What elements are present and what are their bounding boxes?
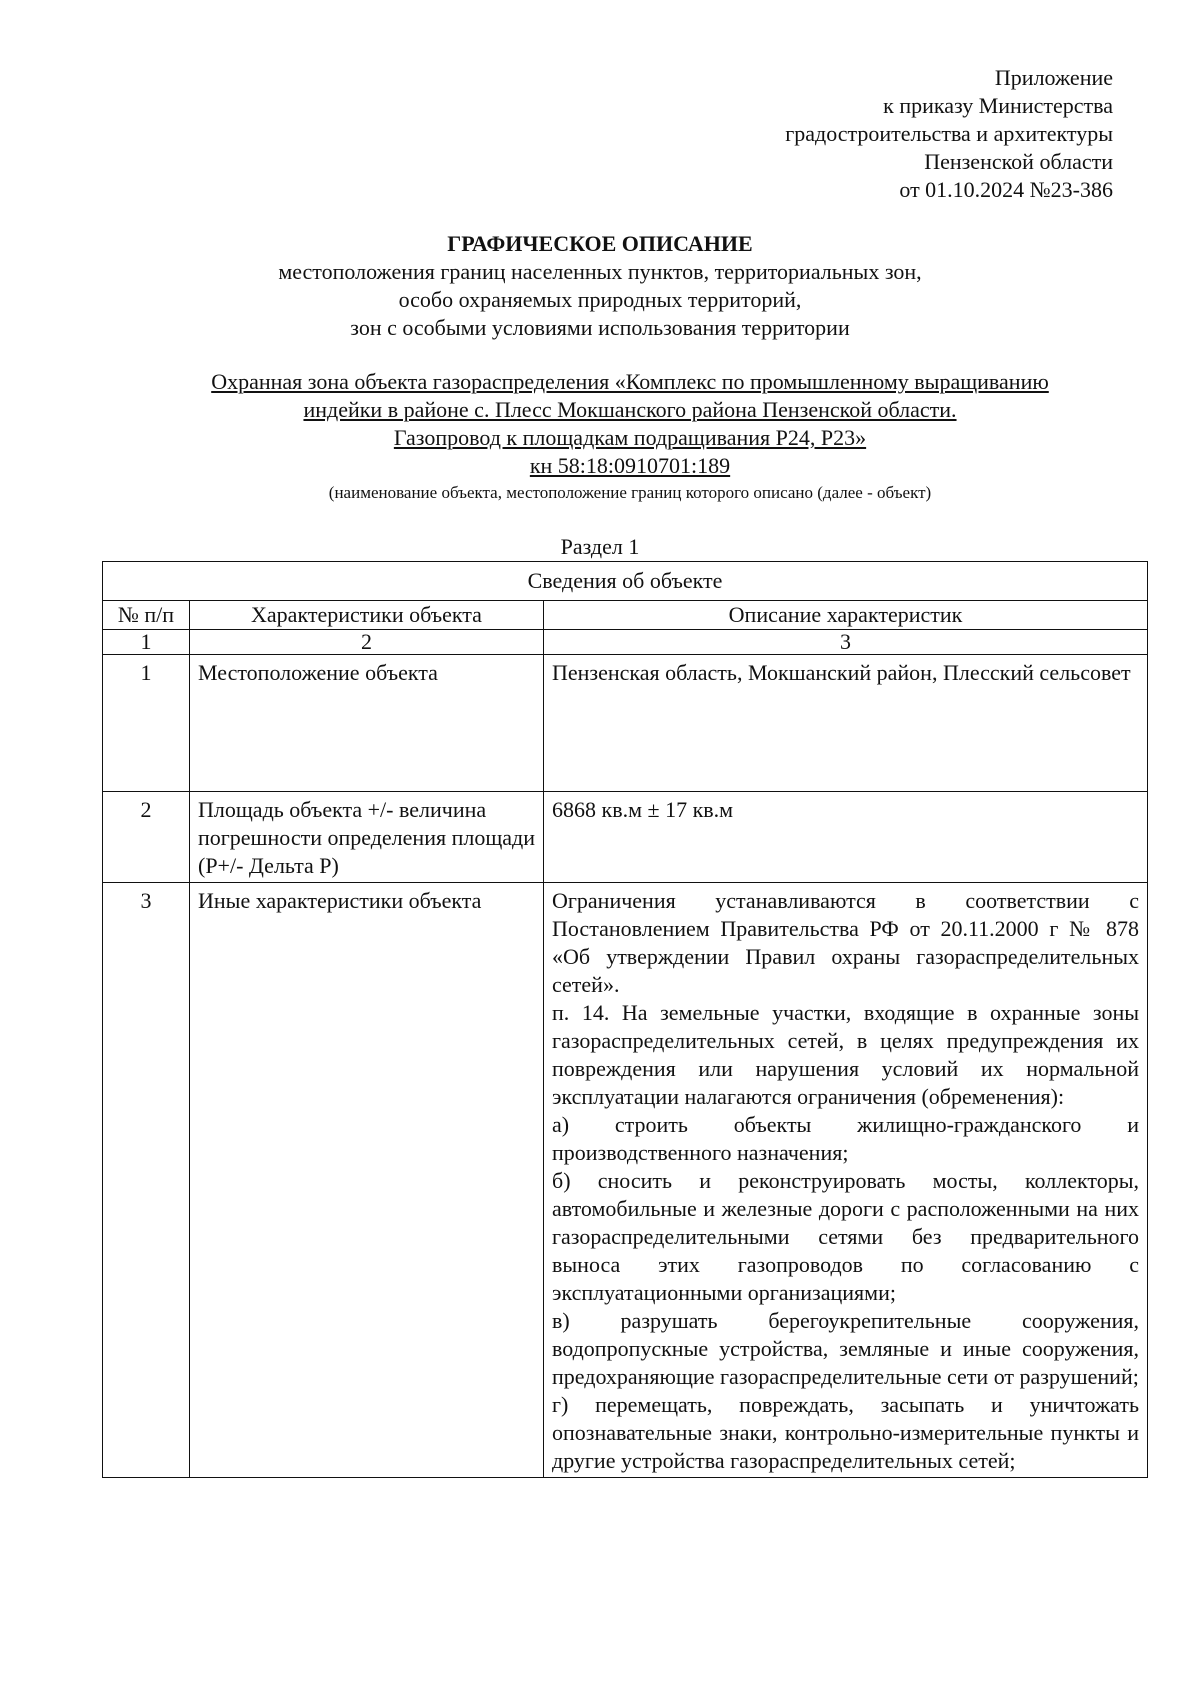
object-name-block [120, 368, 1140, 504]
column-header: № п/п [103, 601, 190, 630]
object-name-line: Газопровод к площадкам подращивания Р24, Р23» [393, 425, 867, 450]
appendix-line: к приказу Министерства [883, 93, 1113, 118]
object-info-table [102, 561, 1148, 1478]
appendix-line: Пензенской области [924, 149, 1113, 174]
table-caption: Сведения об объекте [103, 562, 1148, 601]
column-number: 3 [544, 630, 1148, 655]
column-number: 2 [190, 630, 544, 655]
section-title: Раздел 1 [560, 534, 640, 559]
description-cell: 6868 кв.м ± 17 кв.м [544, 792, 1148, 883]
description-paragraph: г) перемещать, повреждать, засыпать и уничтожать опознавательные знаки, контрольно-измерительные пункты и другие устройства газораспределительных сетей; [552, 1392, 1139, 1473]
column-number: 1 [103, 630, 190, 655]
description-paragraph: Ограничения устанавливаются в соответствии с Постановлением Правительства РФ от 20.11.2000 г № 878 «Об утверждении Правил охраны газораспределительных сетей». [552, 888, 1139, 997]
cadastral-number: кн 58:18:0910701:189 [529, 453, 731, 478]
characteristic-cell: Местоположение объекта [190, 655, 544, 792]
column-header: Описание характеристик [544, 601, 1148, 630]
description-paragraph: а) строить объекты жилищно-гражданского и производственного назначения; [552, 1112, 1139, 1165]
description-paragraph: б) сносить и реконструировать мосты, коллекторы, автомобильные и железные дороги с расположенными на них газораспределительными сетями без предварительного выноса этих газопроводов по согласованию с эксплуатационными организациями; [552, 1168, 1139, 1305]
title-block [0, 230, 1200, 342]
table-row [103, 883, 1148, 1478]
table-row [103, 655, 1148, 792]
row-number: 1 [103, 655, 190, 792]
description-paragraph: в) разрушать берегоукрепительные сооружения, водопропускные устройства, земляные и иные сооружения, предохраняющие газораспределительные сети от разрушений; [552, 1308, 1139, 1389]
description-cell [544, 883, 1148, 1478]
row-number: 2 [103, 792, 190, 883]
column-header: Характеристики объекта [190, 601, 544, 630]
appendix-line: градостроительства и архитектуры [785, 121, 1113, 146]
appendix-line: от 01.10.2024 №23-386 [899, 177, 1113, 202]
object-name-line: индейки в районе с. Плесс Мокшанского района Пензенской области. [303, 397, 957, 422]
table-row [103, 792, 1148, 883]
object-name-note: (наименование объекта, местоположение границ которого описано (далее - объект) [328, 483, 932, 502]
document-title: ГРАФИЧЕСКОЕ ОПИСАНИЕ [447, 231, 753, 256]
subtitle-line: местоположения границ населенных пунктов, территориальных зон, [278, 259, 922, 284]
description-paragraph: п. 14. На земельные участки, входящие в охранные зоны газораспределительных сетей, в целях предупреждения их повреждения или нарушения условий их нормальной эксплуатации налагаются ограничения (обременения): [552, 1000, 1139, 1109]
row-number: 3 [103, 883, 190, 1478]
characteristic-cell: Иные характеристики объекта [190, 883, 544, 1478]
appendix-block [785, 64, 1113, 204]
appendix-line: Приложение [994, 65, 1113, 90]
characteristic-cell: Площадь объекта +/- величина погрешности определения площади (Р+/- Дельта Р) [190, 792, 544, 883]
object-name-line: Охранная зона объекта газораспределения «Комплекс по промышленному выращиванию [211, 369, 1049, 394]
subtitle-line: зон с особыми условиями использования территории [350, 315, 850, 340]
subtitle-line: особо охраняемых природных территорий, [398, 287, 802, 312]
description-cell: Пензенская область, Мокшанский район, Плесский сельсовет [544, 655, 1148, 792]
